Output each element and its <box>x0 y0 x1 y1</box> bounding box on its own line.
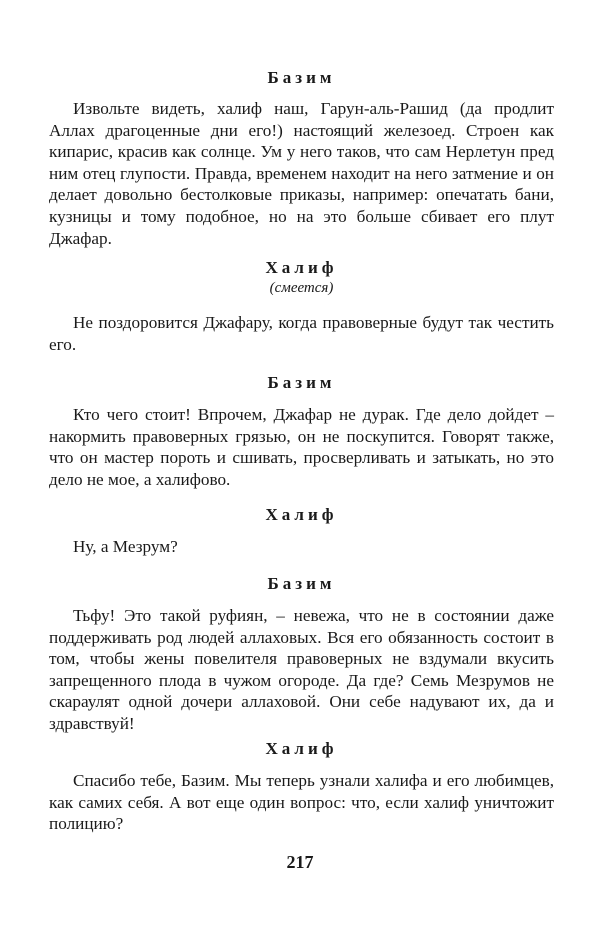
dialogue-paragraph <box>49 312 554 355</box>
speaker-name <box>49 67 554 89</box>
speaker-label: Халиф <box>265 505 338 524</box>
speaker-name <box>49 573 554 595</box>
dialogue-paragraph <box>49 605 554 735</box>
dialogue-paragraph <box>49 404 554 490</box>
paragraph-text: Не поздоровится Джафару, когда правоверные будут так честить его. <box>49 313 554 354</box>
dialogue-paragraph <box>49 536 554 558</box>
speaker-label: Халиф <box>265 258 338 277</box>
speaker-label: Халиф <box>265 739 338 758</box>
dialogue-paragraph <box>49 770 554 835</box>
stage-direction <box>49 279 554 297</box>
speaker-name <box>49 257 554 279</box>
speaker-name <box>49 738 554 760</box>
speaker-name <box>49 372 554 394</box>
paragraph-text: Извольте видеть, халиф наш, Гарун-аль-Рашид (да продлит Аллах драгоценные дни его!) настоящий железоед. Строен как кипарис, красив как солнце. Ум у него таков, что сам Нерлетун пред ним отец глупости. Правда, временем находит на него затмение и он делает довольно бестолковые приказы, например: опечатать бани, кузницы и тому подобное, но на это больше сбивает его плут Джафар. <box>49 99 554 248</box>
speaker-label: Базим <box>267 373 336 392</box>
dialogue-paragraph <box>49 98 554 249</box>
paragraph-text: Кто чего стоит! Впрочем, Джафар не дурак. Где дело дойдет – накормить правоверных грязью, он не поскупится. Говорят также, что он мастер пороть и сшивать, просверливать и затыкать, но это дело не мое, а халифово. <box>49 405 554 489</box>
paragraph-text: Ну, а Мезрум? <box>73 537 178 556</box>
paragraph-text: Спасибо тебе, Базим. Мы теперь узнали халифа и его любимцев, как самих себя. А вот еще один вопрос: что, если халиф уничтожит полицию? <box>49 771 554 834</box>
page-number: 217 <box>286 852 314 872</box>
speaker-label: Базим <box>267 574 336 593</box>
speaker-name <box>49 504 554 526</box>
speaker-label: Базим <box>267 68 336 87</box>
paragraph-text: Тьфу! Это такой руфиян, – невежа, что не в состоянии даже поддерживать род людей аллаховых. Вся его обязанность состоит в том, чтобы жены повелителя правоверных не вздумали вкусить запрещенного плода в чужом огороде. Да где? Семь Мезрумов не скараулят одной дочери аллаховой. Они себе надувают их, да и здравствуй! <box>49 606 554 733</box>
stage-direction-text: (смеется) <box>269 280 334 296</box>
